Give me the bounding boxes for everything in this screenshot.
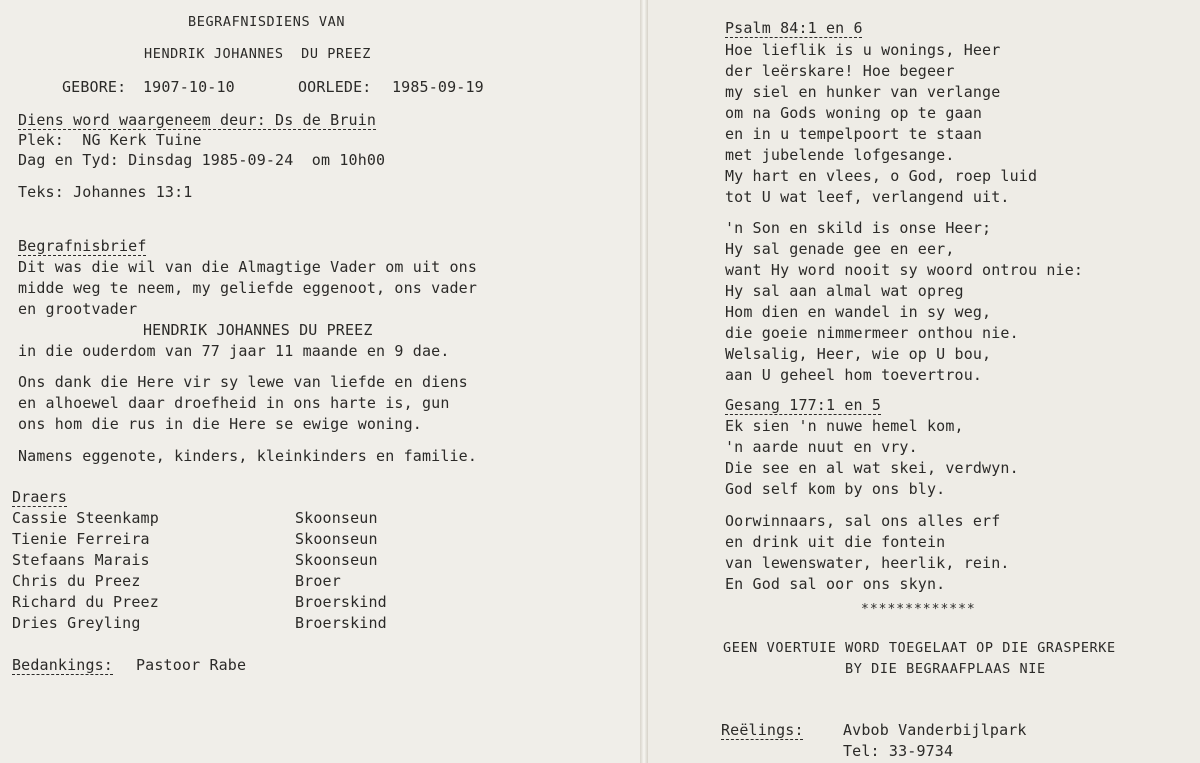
bearer-relation: Broerskind — [295, 614, 387, 632]
psalm-line: Welsalig, Heer, wie op U bou, — [725, 345, 992, 363]
psalm-line: der leërskare! Hoe begeer — [725, 62, 955, 80]
bearer-relation: Skoonseun — [295, 551, 378, 569]
bearer-relation: Broer — [295, 572, 341, 590]
notice-line: BY DIE BEGRAAFPLAAS NIE — [845, 661, 1046, 677]
born-label: GEBORE: — [62, 78, 127, 96]
letter-line: in die ouderdom van 77 jaar 11 maande en 9 dae. — [18, 342, 450, 360]
psalm-line: My hart en vlees, o God, roep luid — [725, 167, 1038, 185]
died-date: 1985-09-19 — [392, 78, 484, 96]
hymn-line: van lewenswater, heerlik, rein. — [725, 554, 1010, 572]
hymn-line: Ek sien 'n nuwe hemel kom, — [725, 417, 964, 435]
on-behalf-line: Namens eggenote, kinders, kleinkinders en familie. — [18, 447, 478, 465]
thanks-line: ons hom die rus in die Here se ewige woning. — [18, 415, 422, 433]
bearer-name: Tienie Ferreira — [12, 530, 150, 548]
thanks-line: en alhoewel daar droefheid in ons harte is, gun — [18, 394, 450, 412]
date-time: Dag en Tyd: Dinsdag 1985-09-24 om 10h00 — [18, 151, 386, 169]
bearer-relation: Skoonseun — [295, 509, 378, 527]
psalm-line: Hom dien en wandel in sy weg, — [725, 303, 992, 321]
psalm-line: my siel en hunker van verlange — [725, 83, 1001, 101]
bearer-name: Chris du Preez — [12, 572, 141, 590]
hymn-line: Die see en al wat skei, verdwyn. — [725, 459, 1019, 477]
letter-line: en grootvader — [18, 300, 138, 318]
psalm-line: tot U wat leef, verlangend uit. — [725, 188, 1010, 206]
star-divider: ************* — [861, 602, 976, 617]
died-label: OORLEDE: — [298, 78, 372, 96]
thanks-name: Pastoor Rabe — [136, 656, 247, 674]
psalm-line: 'n Son en skild is onse Heer; — [725, 219, 992, 237]
letter-line: Dit was die wil van die Almagtige Vader om uit ons — [18, 258, 478, 276]
thanks-label: Bedankings: — [12, 656, 113, 674]
notice-line: GEEN VOERTUIE WORD TOEGELAAT OP DIE GRASPERKE — [723, 640, 1116, 656]
text-reference: Teks: Johannes 13:1 — [18, 183, 193, 201]
bearers-heading: Draers — [12, 488, 68, 506]
psalm-line: om na Gods woning op te gaan — [725, 104, 983, 122]
letter-line: midde weg te neem, my geliefde eggenoot, ons vader — [18, 279, 478, 297]
psalm-line: Hy sal aan almal wat opreg — [725, 282, 964, 300]
service-by: Diens word waargeneem deur: Ds de Bruin — [18, 111, 377, 129]
born-date: 1907-10-10 — [143, 78, 235, 96]
psalm-line: en in u tempelpoort te staan — [725, 125, 983, 143]
psalm-line: aan U geheel hom toevertrou. — [725, 366, 983, 384]
hymn-heading: Gesang 177:1 en 5 — [725, 396, 882, 414]
hymn-line: 'n aarde nuut en vry. — [725, 438, 918, 456]
hymn-line: en drink uit die fontein — [725, 533, 946, 551]
letter-heading: Begrafnisbrief — [18, 237, 147, 255]
letter-deceased-name: HENDRIK JOHANNES DU PREEZ — [143, 321, 373, 339]
arrangements-name: Avbob Vanderbijlpark — [843, 721, 1027, 739]
bearer-name: Stefaans Marais — [12, 551, 150, 569]
arrangements-label: Reëlings: — [721, 721, 804, 739]
hymn-line: Oorwinnaars, sal ons alles erf — [725, 512, 1001, 530]
psalm-line: die goeie nimmermeer onthou nie. — [725, 324, 1019, 342]
psalm-line: met jubelende lofgesange. — [725, 146, 955, 164]
psalm-line: Hoe lieflik is u wonings, Heer — [725, 41, 1001, 59]
bearer-name: Cassie Steenkamp — [12, 509, 159, 527]
page-fold — [640, 0, 648, 763]
hymn-line: En God sal oor ons skyn. — [725, 575, 946, 593]
deceased-name: HENDRIK JOHANNES DU PREEZ — [144, 46, 371, 62]
bearer-relation: Broerskind — [295, 593, 387, 611]
bearer-name: Dries Greyling — [12, 614, 141, 632]
psalm-line: Hy sal genade gee en eer, — [725, 240, 955, 258]
place: Plek: NG Kerk Tuine — [18, 131, 202, 149]
arrangements-tel: Tel: 33-9734 — [843, 742, 954, 760]
right-page — [648, 0, 1200, 763]
bearer-name: Richard du Preez — [12, 593, 159, 611]
psalm-line: want Hy word nooit sy woord ontrou nie: — [725, 261, 1084, 279]
service-title: BEGRAFNISDIENS VAN — [188, 14, 346, 30]
psalm-heading: Psalm 84:1 en 6 — [725, 19, 863, 37]
hymn-line: God self kom by ons bly. — [725, 480, 946, 498]
thanks-line: Ons dank die Here vir sy lewe van liefde en diens — [18, 373, 468, 391]
bearer-relation: Skoonseun — [295, 530, 378, 548]
